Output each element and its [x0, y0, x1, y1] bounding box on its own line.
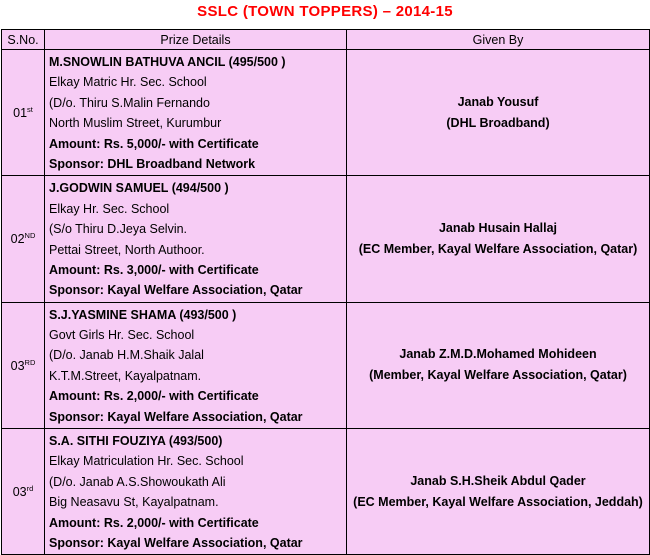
given-by-cell: [347, 176, 650, 302]
school-name: Elkay Matriculation Hr. Sec. School: [49, 454, 244, 469]
serial-suffix: rd: [26, 484, 34, 494]
serial-number-cell: [2, 50, 45, 176]
prize-amount: Amount: Rs. 2,000/- with Certificate: [49, 389, 259, 404]
given-by-cell: [347, 429, 650, 555]
table-row: [2, 50, 650, 176]
address: Big Neasavu St, Kayalpatnam.: [49, 495, 219, 510]
sponsor: Sponsor: Kayal Welfare Association, Qatar: [49, 409, 303, 424]
header-prize-details: Prize Details: [45, 30, 347, 50]
given-by-cell: [347, 50, 650, 176]
serial-suffix: RD: [24, 357, 36, 367]
student-name: S.A. SITHI FOUZIYA (493/500): [49, 434, 223, 449]
table-row: [2, 176, 650, 302]
sponsor: Sponsor: Kayal Welfare Association, Qatar: [49, 283, 303, 298]
school-name: Elkay Matric Hr. Sec. School: [49, 75, 207, 90]
prize-amount: Amount: Rs. 5,000/- with Certificate: [49, 136, 259, 151]
page-title: SSLC (TOWN TOPPERS) – 2014-15: [197, 3, 453, 20]
prize-amount: Amount: Rs. 2,000/- with Certificate: [49, 515, 259, 530]
serial-number-cell: [2, 176, 45, 302]
parent-name: (D/o. Thiru S.Malin Fernando: [49, 95, 210, 110]
giver-name: Janab Z.M.D.Mohamed Mohideen: [399, 347, 597, 362]
prize-details-cell: [45, 50, 347, 176]
school-name: Elkay Hr. Sec. School: [49, 201, 170, 216]
sponsor: Sponsor: DHL Broadband Network: [49, 156, 256, 171]
giver-affiliation: (Member, Kayal Welfare Association, Qatar): [369, 368, 627, 383]
serial-suffix: ND: [24, 231, 36, 241]
header-given-by: Given By: [347, 30, 650, 50]
parent-name: (D/o. Janab H.M.Shaik Jalal: [49, 348, 204, 363]
table-row: [2, 302, 650, 428]
student-name: M.SNOWLIN BATHUVA ANCIL (495/500 ): [49, 55, 286, 69]
prize-details-cell: [45, 176, 347, 302]
prize-details-cell: [45, 302, 347, 428]
toppers-table: [1, 29, 650, 555]
given-by-cell: [347, 302, 650, 428]
giver-name: Janab Yousuf: [457, 94, 539, 109]
prize-details-cell: [45, 429, 347, 555]
address: Pettai Street, North Authoor.: [49, 242, 205, 257]
serial-number-cell: [2, 302, 45, 428]
student-name: S.J.YASMINE SHAMA (493/500 ): [49, 307, 237, 322]
table-row: [2, 429, 650, 555]
giver-affiliation: (EC Member, Kayal Welfare Association, Jeddah): [353, 494, 643, 509]
giver-name: Janab S.H.Sheik Abdul Qader: [410, 473, 586, 488]
address: K.T.M.Street, Kayalpatnam.: [49, 368, 202, 383]
address: North Muslim Street, Kurumbur: [49, 116, 222, 131]
serial-number: 03: [12, 485, 27, 500]
serial-number: 02: [10, 232, 25, 247]
parent-name: (S/o Thiru D.Jeya Selvin.: [49, 222, 188, 237]
giver-affiliation: (EC Member, Kayal Welfare Association, Qatar): [358, 242, 638, 257]
prize-amount: Amount: Rs. 3,000/- with Certificate: [49, 262, 259, 277]
sponsor: Sponsor: Kayal Welfare Association, Qatar: [49, 535, 303, 550]
header-sno: S.No.: [2, 30, 45, 50]
table-header-row: [2, 30, 650, 50]
school-name: Govt Girls Hr. Sec. School: [49, 328, 195, 343]
parent-name: (D/o. Janab A.S.Showoukath Ali: [49, 474, 226, 489]
giver-affiliation: (DHL Broadband): [446, 115, 550, 130]
giver-name: Janab Husain Hallaj: [438, 221, 558, 236]
student-name: J.GODWIN SAMUEL (494/500 ): [49, 181, 229, 196]
serial-number: 03: [10, 358, 25, 373]
serial-number-cell: [2, 429, 45, 555]
serial-suffix: st: [27, 105, 33, 115]
serial-number: 01: [13, 106, 28, 121]
